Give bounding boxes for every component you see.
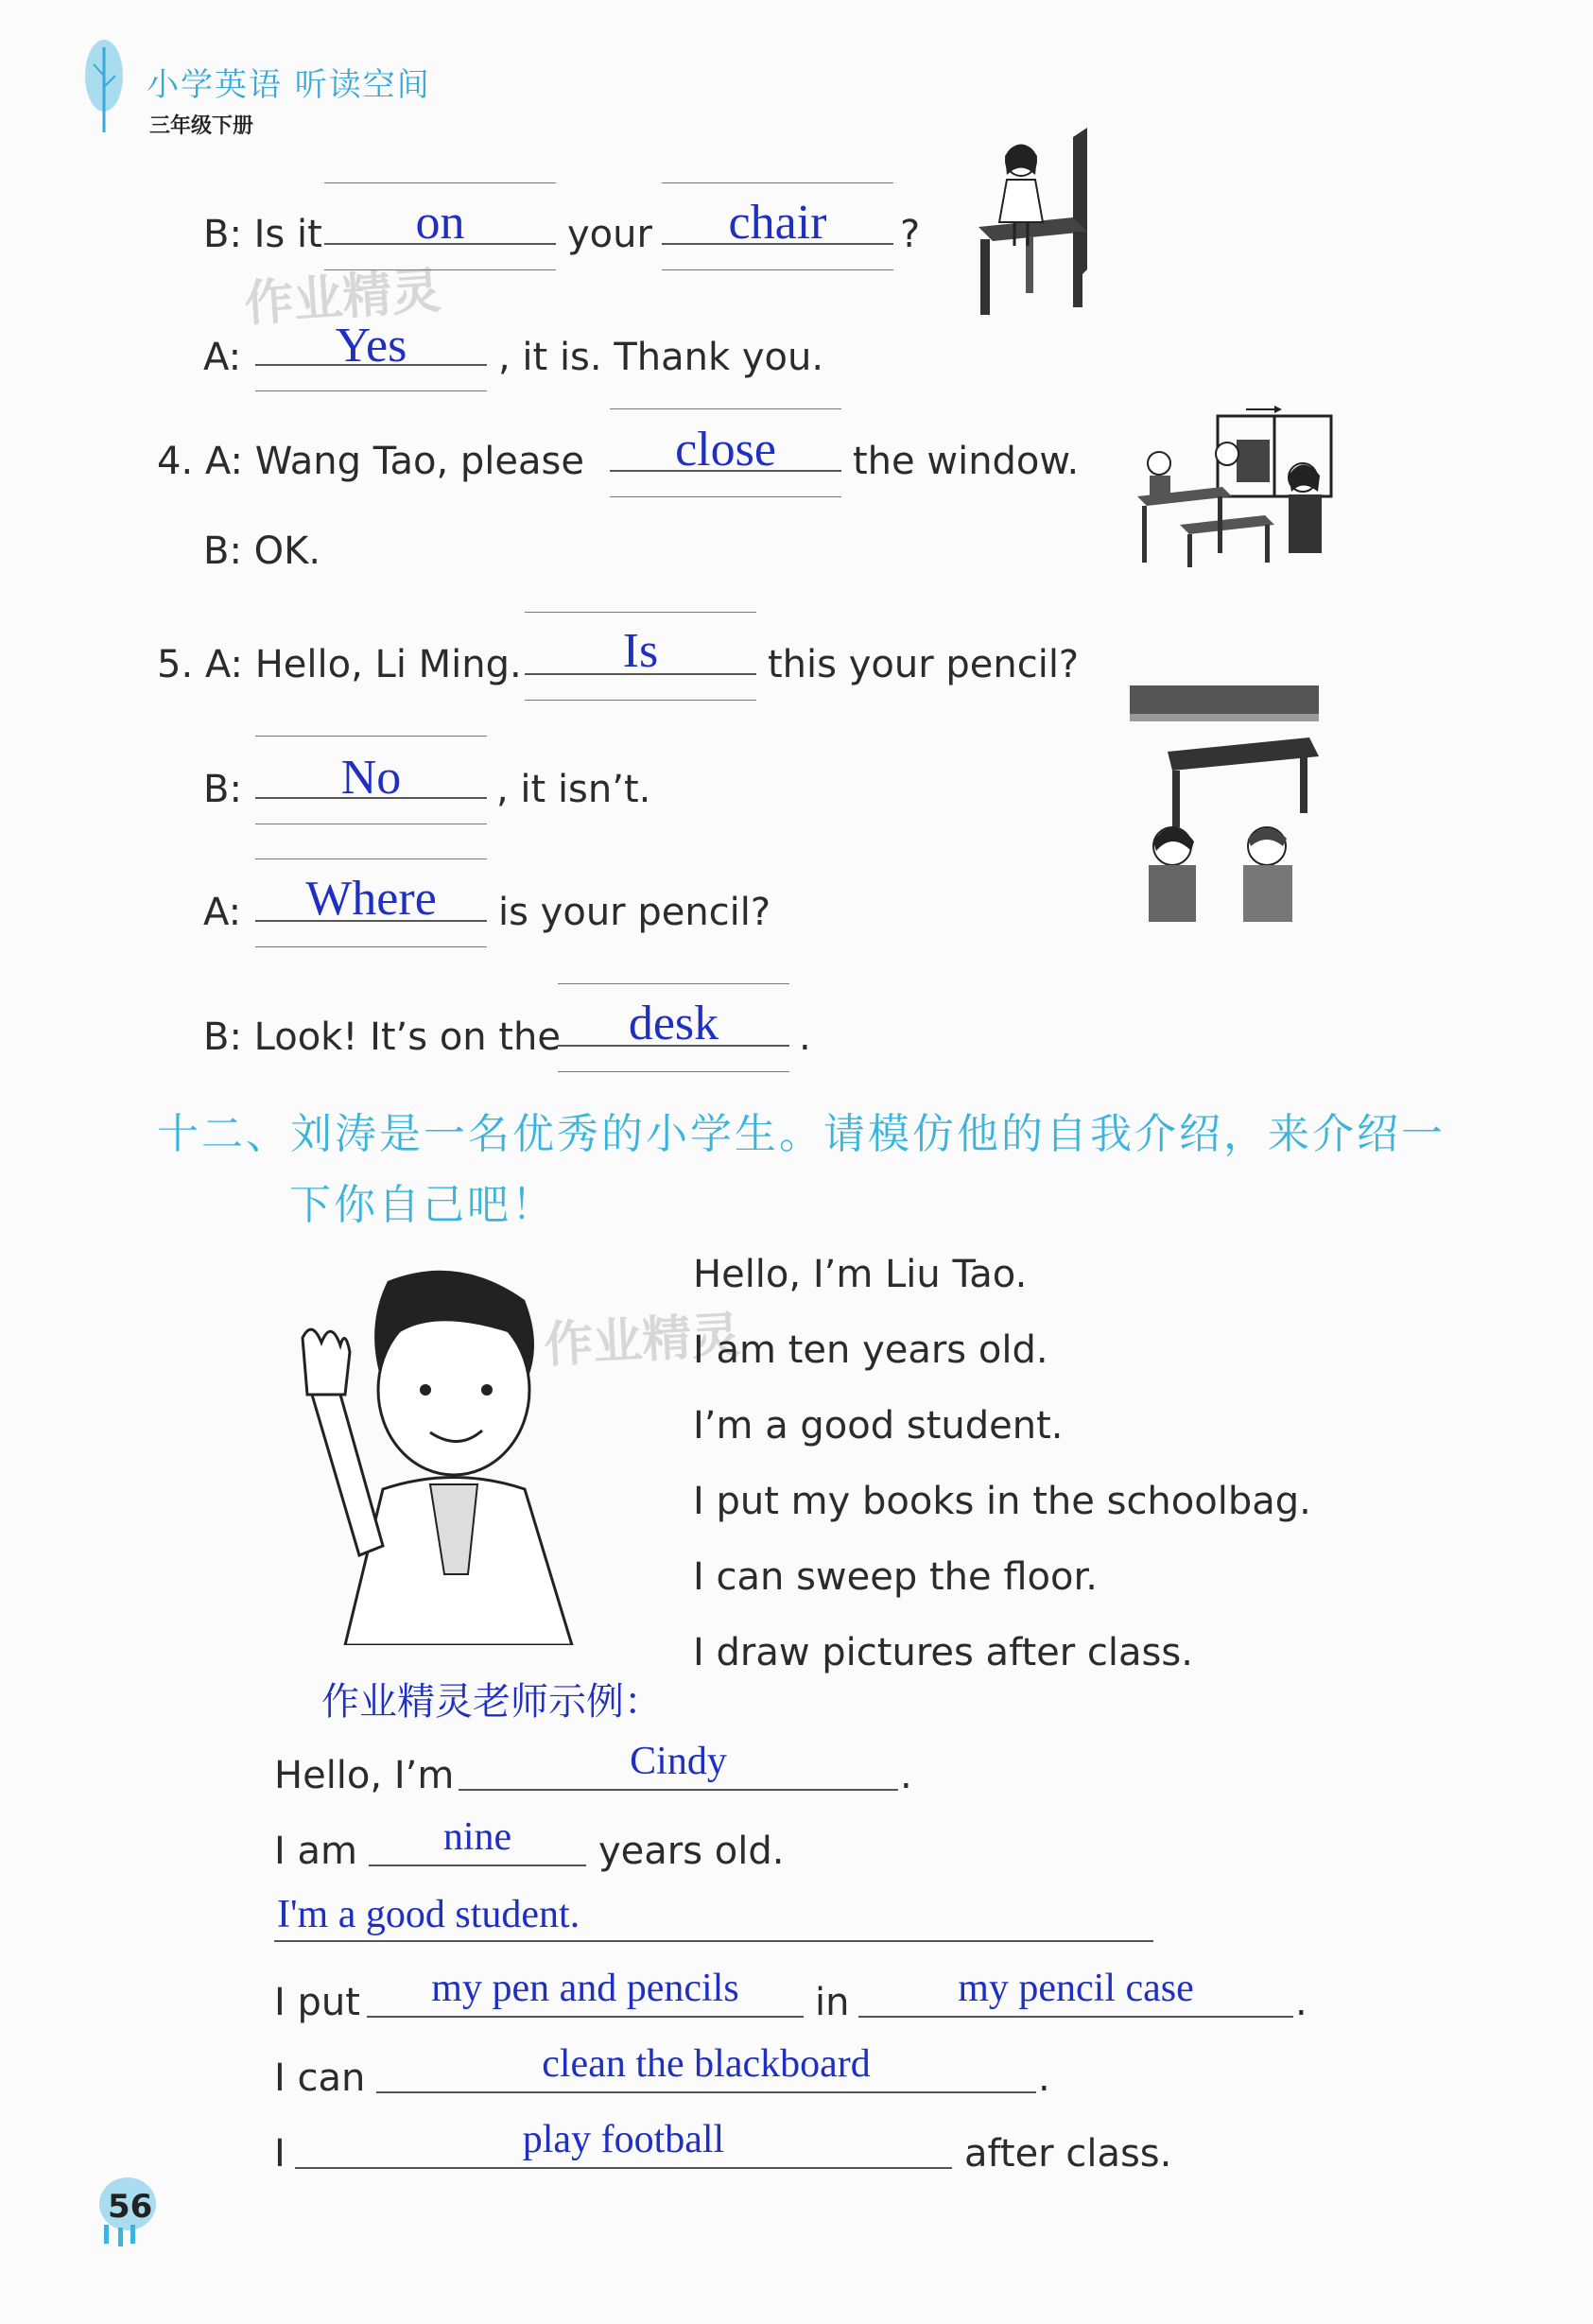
ans-l2-prefix: I am — [274, 1830, 357, 1873]
classroom-window-illustration — [1133, 402, 1350, 572]
model-line: I can sweep the floor. — [693, 1555, 1098, 1599]
answer-yes: Yes — [335, 319, 407, 373]
q5-b2-suffix: . — [799, 1015, 811, 1059]
page-number: 56 — [108, 2188, 153, 2226]
answer-is: Is — [622, 624, 659, 678]
q4-prefix: 4. A: Wang Tao, please — [157, 440, 584, 483]
model-line: I draw pictures after class. — [693, 1631, 1193, 1674]
ans-l6-prefix: I — [274, 2132, 286, 2176]
q5-a1-prefix: 5. A: Hello, Li Ming. — [157, 643, 522, 686]
teacher-example-note: 作业精灵老师示例： — [321, 1680, 662, 1724]
answer-on: on — [415, 196, 465, 250]
answer-clean-blackboard: clean the blackboard — [542, 2042, 871, 2086]
girl-on-chair-illustration — [969, 128, 1101, 317]
q5-b1-suffix: , it isn’t. — [496, 768, 651, 811]
q5-a2-prefix: A: — [203, 891, 242, 934]
ans-l4-suffix: . — [1295, 1981, 1307, 2024]
q4-b: B: OK. — [203, 529, 321, 573]
line-b3-prefix: B: Is it — [203, 213, 322, 256]
watermark: 作业精灵 — [242, 262, 443, 334]
header-title: 小学英语 听读空间 — [147, 66, 431, 104]
answer-pencil-case: my pencil case — [958, 1967, 1194, 2010]
answer-cindy: Cindy — [630, 1740, 727, 1783]
q5-a2-suffix: is your pencil? — [498, 891, 771, 934]
header-subtitle: 三年级下册 — [149, 113, 254, 138]
answer-good-student: I'm a good student. — [277, 1893, 580, 1936]
line-a3-prefix: A: — [203, 336, 242, 379]
watermark: 作业精灵 — [542, 1307, 742, 1375]
model-line: Hello, I’m Liu Tao. — [693, 1253, 1028, 1296]
line-b3-suffix: ? — [900, 213, 921, 256]
ans-l1-suffix: . — [900, 1754, 912, 1797]
q5-a1-suffix: this your pencil? — [768, 643, 1080, 686]
page-number-badge — [95, 2173, 161, 2248]
ans-l4-mid: in — [815, 1981, 850, 2024]
q5-b2-prefix: B: Look! It’s on the — [203, 1015, 562, 1059]
section12-title-line2: 下你自己吧！ — [289, 1181, 556, 1229]
answer-where: Where — [305, 872, 437, 926]
model-line: I am ten years old. — [693, 1328, 1048, 1372]
kids-desk-illustration — [1130, 685, 1319, 922]
answer-desk: desk — [628, 997, 719, 1050]
ans-l2-suffix: years old. — [598, 1830, 785, 1873]
answer-pen-pencils: my pen and pencils — [431, 1967, 739, 2010]
answer-close: close — [675, 423, 776, 477]
answer-chair: chair — [728, 196, 827, 250]
tree-icon — [80, 38, 128, 137]
ans-l5-suffix: . — [1038, 2056, 1050, 2100]
ans-l5-prefix: I can — [274, 2056, 366, 2100]
ans-l4-prefix: I put — [274, 1981, 360, 2024]
answer-nine: nine — [442, 1815, 512, 1859]
ans-l6-suffix: after class. — [964, 2132, 1172, 2176]
q5-b1-prefix: B: — [203, 768, 242, 811]
section12-title-line1: 十二、刘涛是一名优秀的小学生。请模仿他的自我介绍，来介绍一 — [157, 1110, 1446, 1158]
line-b3-mid: your — [567, 213, 652, 256]
model-line: I’m a good student. — [693, 1404, 1064, 1448]
line-a3-suffix: , it is. Thank you. — [498, 336, 824, 379]
header — [76, 38, 548, 142]
answer-play-football: play football — [522, 2118, 725, 2161]
ans-l1-prefix: Hello, I’m — [274, 1754, 455, 1797]
answer-no: No — [340, 751, 402, 805]
q4-suffix: the window. — [853, 440, 1080, 483]
model-line: I put my books in the schoolbag. — [693, 1480, 1311, 1523]
